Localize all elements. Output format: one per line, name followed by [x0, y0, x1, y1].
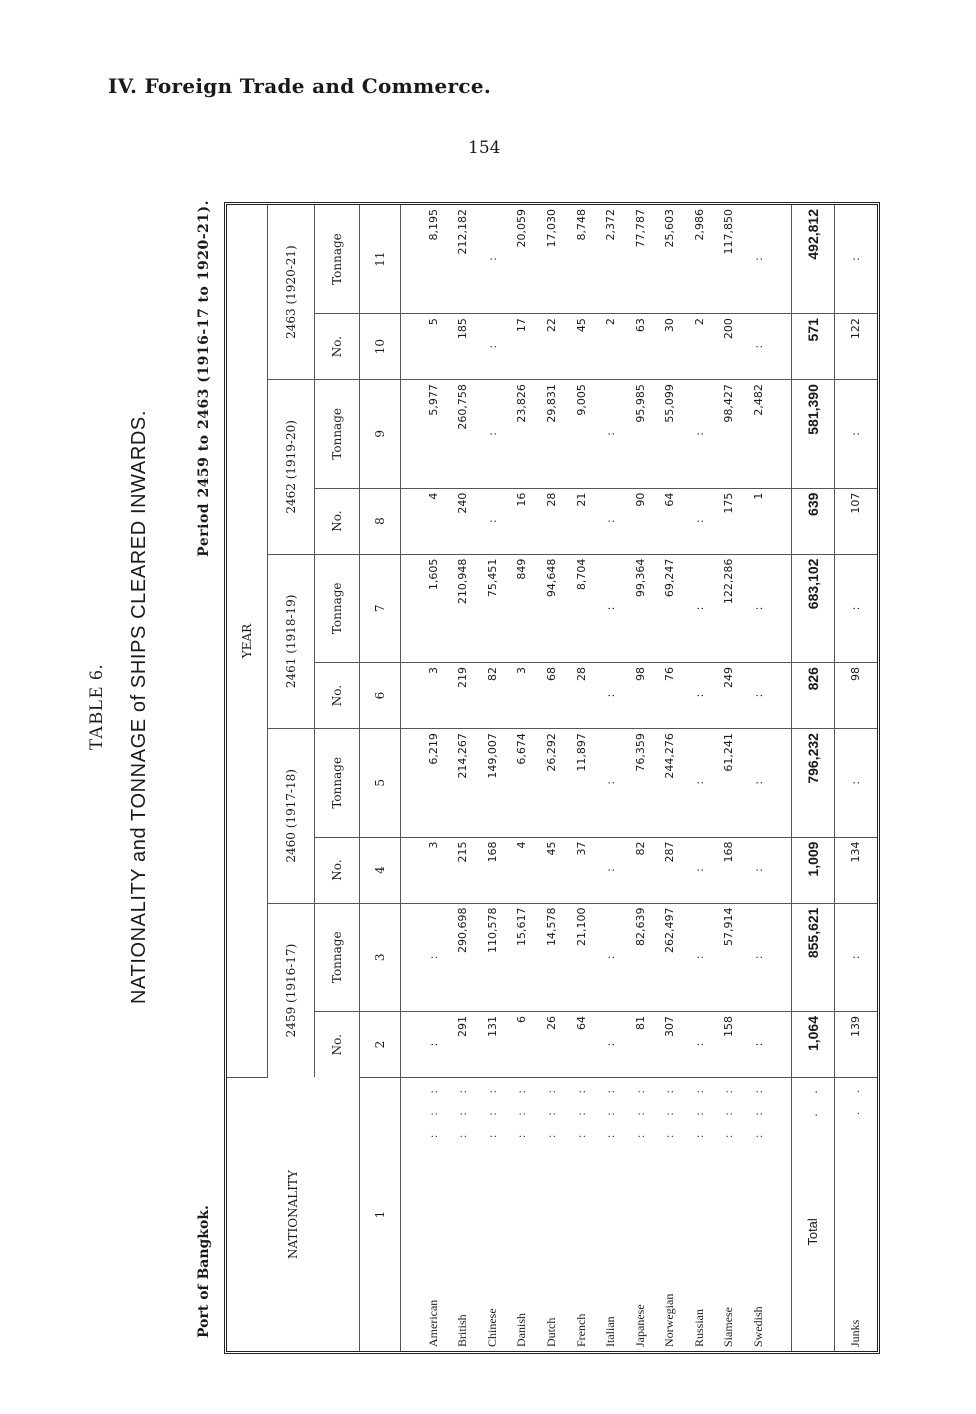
no-cell: 175 — [714, 488, 744, 554]
tonnage-cell: 796,232 — [791, 729, 834, 837]
period-label: Period 2459 to 2463 (1916-17 to 1920-21). — [196, 200, 212, 557]
tonnage-cell: 244,276 — [655, 729, 685, 837]
tonnage-cell: 95,985 — [625, 380, 655, 488]
table-row — [448, 205, 478, 1351]
tonnage-cell: : — [478, 205, 508, 314]
tonnage-cell: 110,578 — [478, 903, 508, 1011]
no-cell: 63 — [625, 314, 655, 380]
no-cell: 64 — [566, 1011, 596, 1077]
leader-dots: . . — [805, 1082, 821, 1117]
leader-dots: : : : — [514, 1082, 529, 1139]
tonnage-cell: 94,648 — [537, 554, 567, 662]
tonnage-cell: 849 — [507, 554, 537, 662]
no-cell: 287 — [655, 837, 685, 903]
no-cell: 26 — [537, 1011, 567, 1077]
no-header: No. — [315, 314, 360, 380]
no-cell: : — [478, 488, 508, 554]
no-cell: 3 — [507, 663, 537, 729]
nationality-cell — [537, 1078, 567, 1352]
nationality-label: British — [455, 1314, 470, 1347]
tonnage-header: Tonnage — [315, 903, 360, 1011]
nationality-cell — [448, 1078, 478, 1352]
tonnage-cell: : — [596, 380, 626, 488]
tonnage-cell: 581,390 — [791, 380, 834, 488]
no-cell: 30 — [655, 314, 685, 380]
tonnage-cell: 212,182 — [448, 205, 478, 314]
year-header-2463: 2463 (1920-21) — [268, 205, 315, 380]
tonnage-cell: 5,977 — [418, 380, 448, 488]
no-cell: 122 — [834, 314, 877, 380]
nationality-label: Japanese — [632, 1304, 647, 1347]
table-row — [714, 205, 744, 1351]
leader-dots: : : : — [573, 1082, 588, 1139]
nationality-cell — [834, 1078, 877, 1352]
nationality-label: Russian — [691, 1308, 706, 1347]
tonnage-cell: 8,704 — [566, 554, 596, 662]
leader-dots: : : : — [543, 1082, 558, 1139]
tonnage-cell: 683,102 — [791, 554, 834, 662]
nationality-cell — [791, 1078, 834, 1352]
tonnage-header: Tonnage — [315, 380, 360, 488]
no-cell: : — [744, 663, 774, 729]
leader-dots: : : : — [425, 1082, 440, 1139]
tonnage-cell: 17,030 — [537, 205, 567, 314]
nationality-cell — [685, 1078, 715, 1352]
column-index: 8 — [360, 488, 401, 554]
section-title: IV. Foreign Trade and Commerce. — [108, 74, 492, 98]
no-cell: 168 — [478, 837, 508, 903]
leader-dots: . . — [848, 1082, 863, 1115]
no-cell: : — [744, 1011, 774, 1077]
table-row — [655, 205, 685, 1351]
no-cell: : — [478, 314, 508, 380]
main-caption: NATIONALITY and TONNAGE of SHIPS CLEARED INWARDS. — [128, 410, 150, 1004]
table-row — [834, 205, 877, 1351]
nationality-header: NATIONALITY — [227, 1078, 360, 1352]
no-cell: 4 — [418, 488, 448, 554]
no-cell: 16 — [507, 488, 537, 554]
no-cell: 249 — [714, 663, 744, 729]
tonnage-cell: 260,758 — [448, 380, 478, 488]
tonnage-cell: 20,059 — [507, 205, 537, 314]
no-cell: : — [418, 1011, 448, 1077]
leader-dots: : : : — [484, 1082, 499, 1139]
no-cell: 1 — [744, 488, 774, 554]
tonnage-header: Tonnage — [315, 554, 360, 662]
column-index: 6 — [360, 663, 401, 729]
tonnage-cell: : — [685, 729, 715, 837]
nationality-label: Dutch — [543, 1317, 558, 1347]
no-cell: 219 — [448, 663, 478, 729]
tonnage-cell: 6,219 — [418, 729, 448, 837]
no-cell: 90 — [625, 488, 655, 554]
no-cell: 240 — [448, 488, 478, 554]
tonnage-cell: 21,100 — [566, 903, 596, 1011]
no-cell: 639 — [791, 488, 834, 554]
leader-dots: : : : — [662, 1082, 677, 1139]
no-cell: : — [685, 663, 715, 729]
column-index: 9 — [360, 380, 401, 488]
nationality-label: Danish — [514, 1313, 529, 1347]
column-index: 5 — [360, 729, 401, 837]
table-row — [685, 205, 715, 1351]
tonnage-cell: 6,674 — [507, 729, 537, 837]
column-index: 11 — [360, 205, 401, 314]
leader-dots: : : : — [721, 1082, 736, 1139]
no-cell: 17 — [507, 314, 537, 380]
no-cell: : — [744, 837, 774, 903]
no-cell: : — [596, 488, 626, 554]
no-cell: 21 — [566, 488, 596, 554]
no-cell: 1,064 — [791, 1011, 834, 1077]
leader-dots: : : : — [691, 1082, 706, 1139]
port-label: Port of Bangkok. — [196, 1205, 212, 1338]
data-table-frame — [224, 202, 880, 1354]
table-row — [566, 205, 596, 1351]
no-cell: 571 — [791, 314, 834, 380]
tonnage-cell: 214,267 — [448, 729, 478, 837]
tonnage-cell: 57,914 — [714, 903, 744, 1011]
tonnage-cell: : — [418, 903, 448, 1011]
table-row — [478, 205, 508, 1351]
table-row — [596, 205, 626, 1351]
no-cell: 64 — [655, 488, 685, 554]
table-row — [791, 205, 834, 1351]
nationality-label: American — [425, 1299, 440, 1347]
nationality-cell — [596, 1078, 626, 1352]
tonnage-cell: : — [834, 554, 877, 662]
no-cell: 82 — [625, 837, 655, 903]
nationality-label: Junks — [848, 1319, 863, 1347]
no-cell: : — [685, 1011, 715, 1077]
no-cell: : — [685, 837, 715, 903]
table-row — [507, 205, 537, 1351]
tonnage-cell: : — [834, 205, 877, 314]
table-row — [418, 205, 448, 1351]
no-header: No. — [315, 488, 360, 554]
no-cell: 98 — [834, 663, 877, 729]
tonnage-cell: 15,617 — [507, 903, 537, 1011]
no-cell: 81 — [625, 1011, 655, 1077]
table-row — [625, 205, 655, 1351]
no-cell: 2 — [596, 314, 626, 380]
tonnage-cell: : — [834, 729, 877, 837]
tonnage-cell: : — [478, 380, 508, 488]
spacer-row — [401, 205, 419, 1351]
no-cell: 22 — [537, 314, 567, 380]
no-cell: 3 — [418, 663, 448, 729]
nationality-cell — [478, 1078, 508, 1352]
nationality-cell — [655, 1078, 685, 1352]
tonnage-cell: 2,372 — [596, 205, 626, 314]
table-body — [401, 205, 878, 1351]
tonnage-cell: 29,831 — [537, 380, 567, 488]
tonnage-cell: 82,639 — [625, 903, 655, 1011]
tonnage-cell: 26,292 — [537, 729, 567, 837]
no-cell: 1,009 — [791, 837, 834, 903]
column-index: 7 — [360, 554, 401, 662]
tonnage-cell: 122,286 — [714, 554, 744, 662]
nationality-label: Siamese — [721, 1307, 736, 1347]
tonnage-cell: 2,986 — [685, 205, 715, 314]
no-cell: 200 — [714, 314, 744, 380]
year-header-2462: 2462 (1919-20) — [268, 380, 315, 554]
nationality-cell — [507, 1078, 537, 1352]
nationality-label: Norwegian — [662, 1293, 677, 1347]
tonnage-cell: 1,605 — [418, 554, 448, 662]
tonnage-cell: : — [596, 903, 626, 1011]
tonnage-cell: 290,698 — [448, 903, 478, 1011]
tonnage-cell: : — [834, 380, 877, 488]
nationality-cell — [566, 1078, 596, 1352]
no-cell: 5 — [418, 314, 448, 380]
tonnage-cell: 492,812 — [791, 205, 834, 314]
tonnage-cell: 75,451 — [478, 554, 508, 662]
no-header: No. — [315, 837, 360, 903]
no-cell: 131 — [478, 1011, 508, 1077]
no-cell: 68 — [537, 663, 567, 729]
spacer-row — [773, 205, 791, 1351]
tonnage-cell: 23,826 — [507, 380, 537, 488]
nationality-cell — [418, 1078, 448, 1352]
tonnage-cell: 210,948 — [448, 554, 478, 662]
tonnage-cell: 9,005 — [566, 380, 596, 488]
leader-dots: : : : — [751, 1082, 766, 1139]
leader-dots: : : : — [455, 1082, 470, 1139]
tonnage-cell: 69,247 — [655, 554, 685, 662]
no-cell: : — [685, 488, 715, 554]
no-cell: 37 — [566, 837, 596, 903]
no-cell: 291 — [448, 1011, 478, 1077]
year-header-2459: 2459 (1916-17) — [268, 903, 315, 1077]
nationality-label: Total — [805, 1218, 821, 1246]
column-index: 4 — [360, 837, 401, 903]
no-cell: 98 — [625, 663, 655, 729]
tonnage-cell: 149,007 — [478, 729, 508, 837]
nationality-cell — [744, 1078, 774, 1352]
no-cell: 4 — [507, 837, 537, 903]
table-row — [744, 205, 774, 1351]
tonnage-cell: : — [744, 903, 774, 1011]
tonnage-cell: 8,748 — [566, 205, 596, 314]
no-cell: 2 — [685, 314, 715, 380]
no-header: No. — [315, 663, 360, 729]
no-cell: 215 — [448, 837, 478, 903]
tonnage-header: Tonnage — [315, 729, 360, 837]
leader-dots: : : : — [603, 1082, 618, 1139]
no-header: No. — [315, 1011, 360, 1077]
year-header: YEAR — [227, 205, 268, 1078]
table-caption: TABLE 6. — [86, 663, 107, 751]
tonnage-cell: 117,850 — [714, 205, 744, 314]
no-cell: 45 — [566, 314, 596, 380]
tonnage-header: Tonnage — [315, 205, 360, 314]
tonnage-cell: : — [744, 205, 774, 314]
nationality-label: Italian — [603, 1316, 618, 1347]
tonnage-cell: 55,099 — [655, 380, 685, 488]
no-cell: : — [596, 1011, 626, 1077]
tonnage-cell: 99,364 — [625, 554, 655, 662]
no-cell: 134 — [834, 837, 877, 903]
tonnage-cell: : — [685, 554, 715, 662]
tonnage-cell: : — [596, 554, 626, 662]
tonnage-cell: 76,359 — [625, 729, 655, 837]
tonnage-cell: 77,787 — [625, 205, 655, 314]
table-row — [537, 205, 567, 1351]
no-cell: 107 — [834, 488, 877, 554]
no-cell: 28 — [537, 488, 567, 554]
tonnage-cell: 11,897 — [566, 729, 596, 837]
tonnage-cell: : — [744, 554, 774, 662]
year-header-2460: 2460 (1917-18) — [268, 729, 315, 903]
no-cell: 185 — [448, 314, 478, 380]
tonnage-cell: 61,241 — [714, 729, 744, 837]
no-cell: 168 — [714, 837, 744, 903]
nationality-label: Chinese — [484, 1308, 499, 1347]
column-index: 3 — [360, 903, 401, 1011]
no-cell: : — [744, 314, 774, 380]
tonnage-cell: : — [744, 729, 774, 837]
no-cell: 45 — [537, 837, 567, 903]
tonnage-cell: 25,603 — [655, 205, 685, 314]
tonnage-cell: 855,621 — [791, 903, 834, 1011]
data-table — [227, 205, 877, 1351]
tonnage-cell: : — [685, 380, 715, 488]
tonnage-cell: 14,578 — [537, 903, 567, 1011]
column-index: 2 — [360, 1011, 401, 1077]
nationality-label: Swedish — [751, 1306, 766, 1347]
tonnage-cell: 98,427 — [714, 380, 744, 488]
tonnage-cell: 262,497 — [655, 903, 685, 1011]
tonnage-cell: : — [834, 903, 877, 1011]
leader-dots: : : : — [632, 1082, 647, 1139]
no-cell: 28 — [566, 663, 596, 729]
year-header-2461: 2461 (1918-19) — [268, 554, 315, 728]
tonnage-cell: : — [685, 903, 715, 1011]
column-index: 10 — [360, 314, 401, 380]
no-cell: : — [596, 663, 626, 729]
tonnage-cell: 8,195 — [418, 205, 448, 314]
nationality-cell — [714, 1078, 744, 1352]
no-cell: 158 — [714, 1011, 744, 1077]
no-cell: 826 — [791, 663, 834, 729]
no-cell: 6 — [507, 1011, 537, 1077]
no-cell: 3 — [418, 837, 448, 903]
no-cell: 307 — [655, 1011, 685, 1077]
nationality-label: French — [573, 1313, 588, 1347]
nationality-cell — [625, 1078, 655, 1352]
page-number: 154 — [468, 138, 501, 158]
no-cell: 82 — [478, 663, 508, 729]
no-cell: 139 — [834, 1011, 877, 1077]
tonnage-cell: : — [596, 729, 626, 837]
column-index: 1 — [360, 1078, 401, 1352]
tonnage-cell: 2,482 — [744, 380, 774, 488]
no-cell: 76 — [655, 663, 685, 729]
no-cell: : — [596, 837, 626, 903]
